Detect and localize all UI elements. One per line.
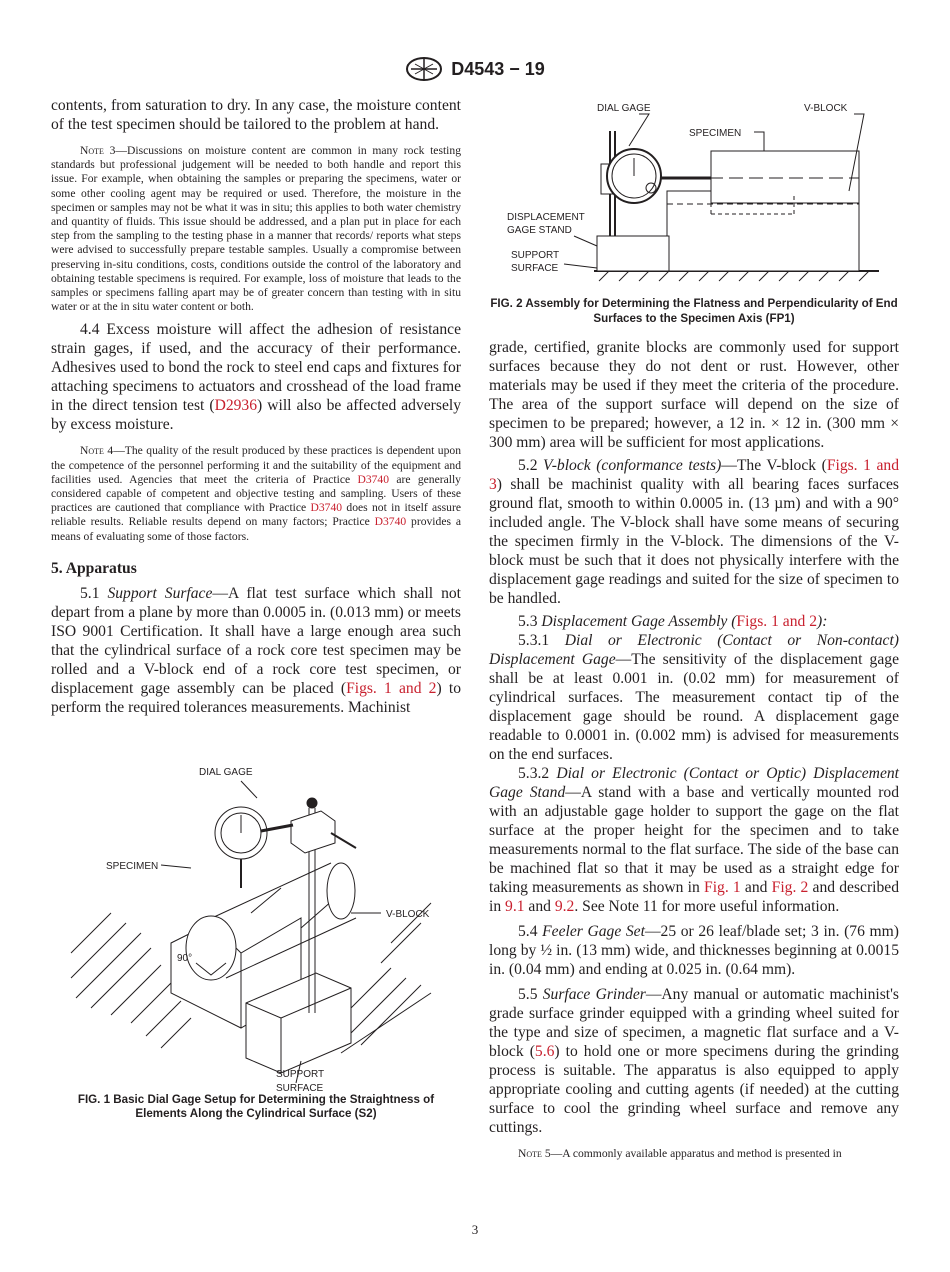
paragraph-5-5 bbox=[489, 985, 899, 1137]
p54-text: —25 or 26 leaf/blade set; 3 in. (76 mm) long by ½ in. (13 mm) wide, and thicknesses beginning at 0.0015 in. (0.04 mm) and ending at 0.025 in. (0.64 mm). bbox=[489, 923, 899, 978]
designation: D4543 − 19 bbox=[451, 58, 545, 79]
ground-hatching bbox=[599, 271, 869, 281]
note-4-label: Note 4 bbox=[80, 444, 114, 458]
p51-num: 5.1 bbox=[80, 584, 108, 602]
note-4-text-b: are generally considered capable of competent and objective testing and sampling. Users of these practices are cautioned that compliance with Practice bbox=[51, 472, 461, 515]
link-9-1[interactable]: 9.1 bbox=[505, 898, 525, 915]
paragraph-5-4 bbox=[489, 922, 899, 979]
astm-logo-icon bbox=[405, 56, 443, 82]
p51-text-a: —A flat test surface which shall not depart from a plane by more than 0.0005 in. (0.013 mm) or meets ISO 9001 Certification. It shall have a large enough area such that the cylindrical surface of a rock core test specimen may be rolled and a V-block end of a rock core test specimen, or displacement gage assembly can be placed ( bbox=[51, 584, 461, 697]
paragraph-5-2 bbox=[489, 456, 899, 608]
fig1-label-dial-gage: DIAL GAGE bbox=[199, 766, 253, 778]
p54-title: Feeler Gage Set bbox=[542, 923, 645, 940]
link-9-2[interactable]: 9.2 bbox=[554, 898, 575, 915]
fig2-label-vblock: V-BLOCK bbox=[804, 103, 848, 114]
note-5-label: Note 5 bbox=[518, 1147, 551, 1160]
paragraph-4-4 bbox=[51, 320, 461, 434]
p55-text-b: ) to hold one or more specimens during the grinding process is suitable. The apparatus is also equipped to apply appropriate cooling and cutting agents (if needed) at the cutting surface to cool the grinding wheel surface and remove any cuttings. bbox=[489, 1043, 899, 1136]
p532-text-e: . See Note 11 for more useful information. bbox=[574, 898, 840, 915]
link-5-6[interactable]: 5.6 bbox=[534, 1043, 555, 1060]
link-figs-1-3[interactable]: Figs. 1 and 3 bbox=[489, 457, 899, 493]
p532-title: Dial or Electronic (Contact or Optic) Displacement Gage Stand bbox=[489, 765, 899, 801]
fig1-label-angle: 90° bbox=[177, 952, 193, 964]
p531-num: 5.3.1 bbox=[518, 632, 565, 649]
link-figs-1-2[interactable]: Figs. 1 and 2 bbox=[346, 679, 437, 697]
p55-num: 5.5 bbox=[518, 986, 543, 1003]
p532-text-d: and bbox=[524, 898, 555, 915]
fig2-label-support: SUPPORT bbox=[511, 250, 560, 261]
figure-1-caption: FIG. 1 Basic Dial Gage Setup for Determining the Straightness of Elements Along the Cylindrical Surface (S2) bbox=[77, 1092, 435, 1121]
link-d2936[interactable]: D2936 bbox=[214, 397, 258, 415]
note-4-text-a: —The quality of the result produced by these practices is dependent upon the competence of the personnel performing it and the suitability of the equipment and facilities used. Agencies that meet the criteria of Practice bbox=[51, 444, 461, 486]
note-4-text-c: does not in itself assure reliable results. Reliable results depend on many factors; Practice bbox=[51, 501, 461, 529]
link-d3740-2[interactable]: D3740 bbox=[310, 501, 343, 515]
stand-base-shape bbox=[597, 236, 669, 271]
note-4 bbox=[51, 444, 461, 543]
fig1-label-support: SUPPORT bbox=[276, 1068, 325, 1080]
p51-title: Support Surface bbox=[107, 584, 213, 602]
p53-num: 5.3 bbox=[518, 613, 542, 630]
fig1-label-specimen: SPECIMEN bbox=[106, 860, 159, 872]
fig2-label-gage-stand: GAGE STAND bbox=[507, 225, 572, 236]
fig2-label-surface: SURFACE bbox=[511, 263, 559, 274]
link-d3740-3[interactable]: D3740 bbox=[374, 515, 407, 529]
fig1-label-vblock: V-BLOCK bbox=[386, 908, 430, 920]
p52-num: 5.2 bbox=[518, 457, 544, 474]
p55-text-a: —Any manual or automatic machinist's grade surface grinder equipped with a grinding wheel suited for the type and size of specimen, a magnetic flat surface and a V-block ( bbox=[489, 986, 899, 1060]
paragraph-continuation: contents, from saturation to dry. In any case, the moisture content of the test specimen should be tailored to the problem at hand. bbox=[51, 97, 461, 133]
figure-2-diagram bbox=[489, 96, 899, 291]
fig2-label-specimen: SPECIMEN bbox=[689, 128, 742, 139]
fig1-label-surface: SURFACE bbox=[276, 1082, 324, 1093]
note-5 bbox=[489, 1147, 899, 1161]
note-5-text: —A commonly available apparatus and method is presented in bbox=[550, 1147, 842, 1160]
p53-end: ): bbox=[817, 613, 828, 630]
page-number: 3 bbox=[471, 1222, 479, 1237]
note-3-label: Note 3 bbox=[80, 144, 116, 157]
p531-text: —The sensitivity of the displacement gage shall be at least 0.001 in. (0.02 mm) for measurement of cylindrical surfaces. The measurement contact tip of the displacement gage should be round. A displacement gage readable to 0.0001 in. (0.002 mm) is advised for measurements on the end surfaces. bbox=[489, 651, 899, 763]
p44-text-a: 4.4 Excess moisture will affect the adhesion of resistance strain gages, if used, and the accuracy of their performance. Adhesives used to bond the rock to steel end caps and fixtures for attaching specimens to actuators and crosshead of the load frame in the direct tension test ( bbox=[51, 321, 461, 415]
p55-title: Surface Grinder bbox=[542, 986, 646, 1003]
paragraph-5-3-2 bbox=[489, 764, 899, 916]
fig2-label-dial-gage: DIAL GAGE bbox=[597, 103, 651, 114]
p53-title: Displacement Gage Assembly ( bbox=[541, 613, 737, 630]
right-column bbox=[489, 96, 899, 1161]
p54-num: 5.4 bbox=[518, 923, 543, 940]
specimen-shape bbox=[711, 151, 859, 203]
link-fig-2[interactable]: Fig. 2 bbox=[771, 879, 809, 896]
link-fig-1[interactable]: Fig. 1 bbox=[704, 879, 741, 896]
p52-title: V-block (conformance tests) bbox=[543, 457, 722, 474]
p532-text-c: and described in bbox=[489, 879, 900, 915]
p532-text-a: —A stand with a base and vertically mounted rod with an adjustable gage holder to support the gage on the flat surface at the proper height for the specimen and to take measurements normal to the flat surface. The side of the base can be machined flat so that it may be used as a straight edge for taking measurements as shown in bbox=[489, 784, 899, 896]
note-3-text: —Discussions on moisture content are common in many rock testing standards but professional judgement will be needed to both handle and report this issue. For example, when obtaining the samples or preparing the specimens, water or some other cooling agent may be required or used. Therefore, the moisture in the specimen or samples may not be what it was in situ; this applies to both water chemistry and quantity of fluids. This issue should be addressed, and a plan put in place for each step from the sampling to the testing phase in a manner that records/ reports what steps were advised to successfully prepare testable samples. Usually a compromise between preserving in-situ conditions, costs, conditions outside the control of the laboratory and obtaining testable specimens is required. For example, loss of moisture that leads to the samples or specimens falling apart may be of greater concern than testing with in situ water or at the in situ water content or both. bbox=[51, 144, 461, 314]
paragraph-5-3 bbox=[489, 612, 899, 631]
p52-text-a: —The V-block ( bbox=[721, 457, 827, 474]
section-5-heading: 5. Apparatus bbox=[51, 559, 137, 577]
figure-2-caption: FIG. 2 Assembly for Determining the Flatness and Perpendicularity of End Surfaces to the Specimen Axis (FP1) bbox=[490, 297, 898, 325]
p531-title: Dial or Electronic (Contact or Non-contact) Displacement Gage bbox=[489, 632, 899, 668]
page-header bbox=[0, 56, 950, 82]
p532-text-b: and bbox=[740, 879, 772, 896]
left-column bbox=[51, 96, 461, 1122]
note-4-text-d: provides a means of evaluating some of those factors. bbox=[51, 515, 462, 543]
p51-text-b: ) to perform the required tolerances measurements. Machinist bbox=[51, 679, 461, 716]
p532-num: 5.3.2 bbox=[518, 765, 557, 782]
note-3 bbox=[51, 144, 461, 314]
p52-text-b: ) shall be machinist quality with all bearing faces surfaces ground flat, smooth to within 0.0005 in. (13 µm) and with a 90° included angle. The V-block shall have some means of securing the specimen firmly in the V-block. The dimensions of the V-block must be such that it does not physically interfere with the displacement gage readings and suited for the size of specimen to be handled. bbox=[489, 476, 899, 607]
paragraph-grade: grade, certified, granite blocks are commonly used for support surfaces because they do not dent or rust. However, other materials may be used if they meet the criteria of the procedure. The area of the support surface will depend on the size of specimen to be prepared; however, a 12 in. × 12 in. (300 mm × 300 mm) area will be sufficient for most applications. bbox=[489, 339, 899, 451]
link-figs-1-2-b[interactable]: Figs. 1 and 2 bbox=[736, 613, 817, 630]
figure-1-diagram bbox=[51, 753, 461, 1093]
p44-text-b: ) will also be affected adversely by excess moisture. bbox=[51, 397, 461, 434]
link-d3740-1[interactable]: D3740 bbox=[357, 472, 390, 486]
fig2-label-displacement: DISPLACEMENT bbox=[507, 212, 585, 223]
paragraph-5-1 bbox=[51, 584, 461, 717]
paragraph-5-3-1 bbox=[489, 631, 899, 764]
